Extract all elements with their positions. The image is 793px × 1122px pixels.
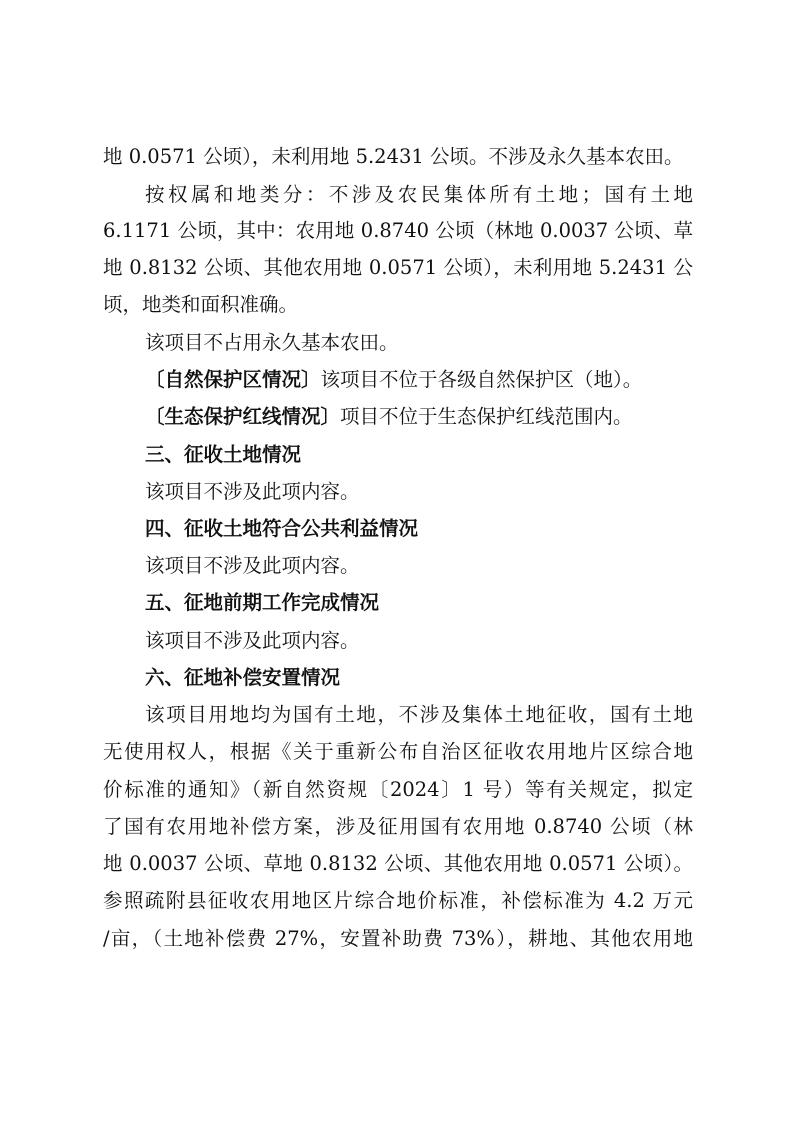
- section-heading: 五、征地前期工作完成情况: [145, 591, 380, 614]
- paragraph-line: 该项目不涉及此项内容。: [145, 554, 360, 577]
- paragraph-line: 了国有农用地补偿方案，涉及征用国有农用地 0.8740 公顷（林: [103, 815, 693, 838]
- paragraph-line: [145, 365, 693, 395]
- paragraph-line: 该项目不占用永久基本农田。: [145, 331, 399, 354]
- paragraph-line: 顷，地类和面积准确。: [103, 293, 299, 316]
- paragraph-line: 该项目不涉及此项内容。: [145, 480, 360, 503]
- paragraph-line: 地 0.8132 公顷、其他农用地 0.0571 公顷），未利用地 5.2431 公: [103, 256, 693, 279]
- section-label-ecological-redline: 〔生态保护红线情况〕: [145, 405, 341, 428]
- section-label-nature-reserve: 〔自然保护区情况〕: [145, 368, 321, 391]
- section-text: 该项目不位于各级自然保护区（地）。: [320, 368, 643, 391]
- paragraph-line: /亩，（土地补偿费 27%，安置补助费 73%），耕地、其他农用地: [103, 927, 693, 950]
- section-heading: 三、征收土地情况: [145, 443, 302, 466]
- paragraph-line: [145, 402, 693, 432]
- paragraph-line: 参照疏附县征收农用地区片综合地价标准，补偿标准为 4.2 万元: [103, 889, 693, 912]
- paragraph-line: 地 0.0571 公顷），未利用地 5.2431 公顷。不涉及永久基本农田。: [103, 145, 684, 168]
- section-heading: 四、征收土地符合公共利益情况: [145, 517, 419, 540]
- section-heading: 六、征地补偿安置情况: [145, 666, 341, 689]
- paragraph-line: 该项目不涉及此项内容。: [145, 629, 360, 652]
- paragraph-line: 无使用权人，根据《关于重新公布自治区征收农用地片区综合地: [103, 740, 693, 763]
- paragraph-line: 价标准的通知》（新自然资规〔2024〕1 号）等有关规定，拟定: [103, 778, 693, 801]
- paragraph-line: 按权属和地类分：不涉及农民集体所有土地；国有土地: [145, 183, 693, 206]
- paragraph-line: 6.1171 公顷，其中：农用地 0.8740 公顷（林地 0.0037 公顷、草: [103, 219, 693, 242]
- section-text: 项目不位于生态保护红线范围内。: [340, 405, 633, 428]
- paragraph-line: 地 0.0037 公顷、草地 0.8132 公顷、其他农用地 0.0571 公顷）。: [103, 852, 693, 875]
- paragraph-line: 该项目用地均为国有土地，不涉及集体土地征收，国有土地: [145, 703, 693, 726]
